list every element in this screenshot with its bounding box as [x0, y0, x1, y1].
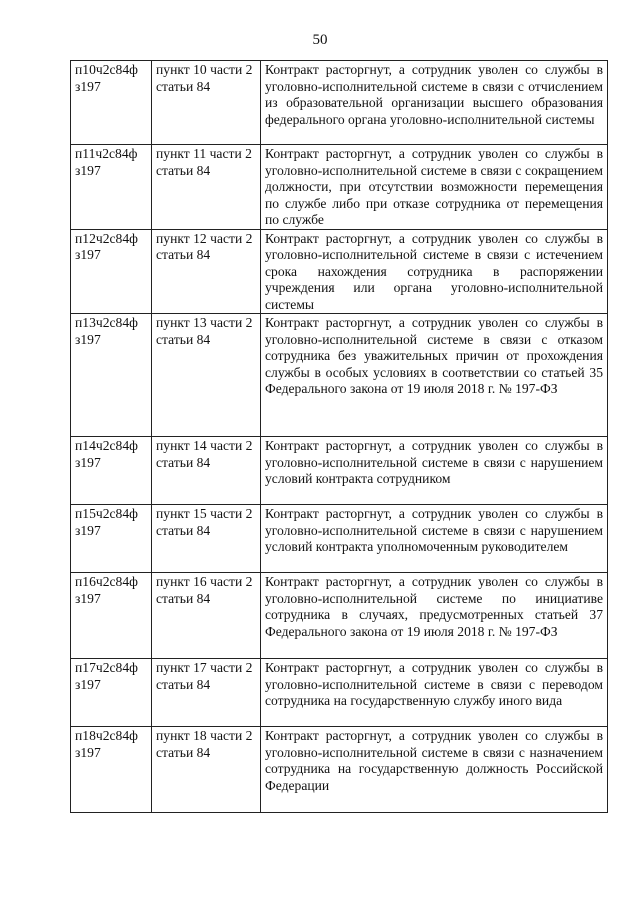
row-description: Контракт расторгнут, а сотрудник уволен со службы в уголовно-исполнительной системе в связи с переводом сотрудника на государственную службу иного вида — [261, 659, 608, 727]
row-clause: пункт 14 части 2 статьи 84 — [152, 437, 261, 505]
table-row — [71, 61, 608, 145]
row-clause: пункт 18 части 2 статьи 84 — [152, 727, 261, 813]
page-number: 50 — [312, 32, 328, 48]
table-row — [71, 727, 608, 813]
row-description: Контракт расторгнут, а сотрудник уволен со службы в уголовно-исполнительной системе в связи с истечением срока нахождения сотрудника в распоряжении учреждения или органа уголовно-исполнительной системы — [261, 229, 608, 314]
table-row — [71, 145, 608, 230]
row-code: п14ч2с84ф з197 — [71, 437, 152, 505]
row-clause: пункт 10 части 2 статьи 84 — [152, 61, 261, 145]
row-code: п17ч2с84ф з197 — [71, 659, 152, 727]
dismissal-codes-table — [70, 60, 608, 813]
row-description: Контракт расторгнут, а сотрудник уволен со службы в уголовно-исполнительной системе по инициативе сотрудника в случаях, предусмотренных статьей 37 Федерального закона от 19 июля 2018 г. № 197-ФЗ — [261, 573, 608, 659]
row-clause: пункт 13 части 2 статьи 84 — [152, 314, 261, 437]
table-row — [71, 573, 608, 659]
row-code: п18ч2с84ф з197 — [71, 727, 152, 813]
row-clause: пункт 16 части 2 статьи 84 — [152, 573, 261, 659]
table-row — [71, 505, 608, 573]
row-clause: пункт 15 части 2 статьи 84 — [152, 505, 261, 573]
row-description: Контракт расторгнут, а сотрудник уволен со службы в уголовно-исполнительной системе в связи с отказом сотрудника без уважительных причин от прохождения службы в особых условиях в соответствии со статьей 35 Федерального закона от 19 июля 2018 г. № 197-ФЗ — [261, 314, 608, 437]
row-clause: пункт 12 части 2 статьи 84 — [152, 229, 261, 314]
row-description: Контракт расторгнут, а сотрудник уволен со службы в уголовно-исполнительной системе в связи с нарушением условий контракта сотрудником — [261, 437, 608, 505]
table-row — [71, 437, 608, 505]
row-description: Контракт расторгнут, а сотрудник уволен со службы в уголовно-исполнительной системе в связи с назначением сотрудника на государственную должность Российской Федерации — [261, 727, 608, 813]
row-clause: пункт 17 части 2 статьи 84 — [152, 659, 261, 727]
row-code: п12ч2с84ф з197 — [71, 229, 152, 314]
row-code: п13ч2с84ф з197 — [71, 314, 152, 437]
row-description: Контракт расторгнут, а сотрудник уволен со службы в уголовно-исполнительной системе в связи с сокращением должности, при отсутствии возможности перемещения по службе либо при отказе сотрудника от перемещения по службе — [261, 145, 608, 230]
row-code: п10ч2с84ф з197 — [71, 61, 152, 145]
row-description: Контракт расторгнут, а сотрудник уволен со службы в уголовно-исполнительной системе в связи с нарушением условий контракта уполномоченным руководителем — [261, 505, 608, 573]
row-code: п11ч2с84ф з197 — [71, 145, 152, 230]
table-row — [71, 659, 608, 727]
table-row — [71, 314, 608, 437]
row-description: Контракт расторгнут, а сотрудник уволен со службы в уголовно-исполнительной системе в связи с отчислением из образовательной организации высшего образования федерального органа уголовно-исполнительной системы — [261, 61, 608, 145]
table-row — [71, 229, 608, 314]
row-code: п16ч2с84ф з197 — [71, 573, 152, 659]
row-clause: пункт 11 части 2 статьи 84 — [152, 145, 261, 230]
row-code: п15ч2с84ф з197 — [71, 505, 152, 573]
